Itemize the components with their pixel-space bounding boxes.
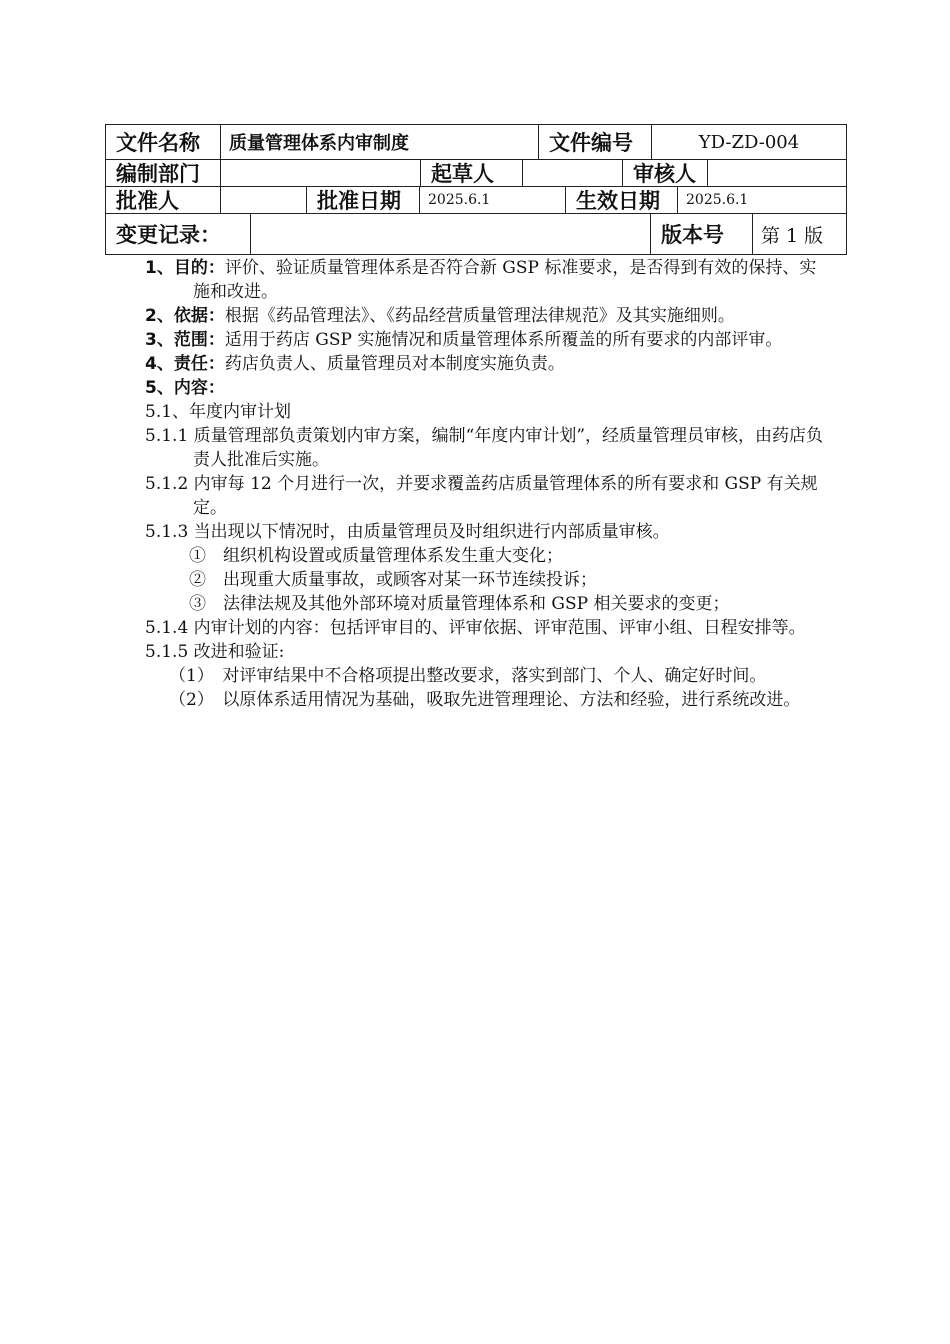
file-no-label: 文件编号 bbox=[539, 125, 652, 159]
list-item-paren-1: （1） 对评审结果中不合格项提出整改要求，落实到部门、个人、确定好时间。 bbox=[169, 666, 767, 686]
approve-date-label: 批准日期 bbox=[307, 187, 420, 213]
approve-date-value: 2025.6.1 bbox=[420, 187, 566, 213]
file-name-value: 质量管理体系内审制度 bbox=[221, 125, 539, 159]
approver-label: 批准人 bbox=[106, 187, 221, 213]
section-title: 4、责任： bbox=[145, 354, 225, 374]
document-header-table bbox=[105, 124, 847, 255]
section-text: 适用于药店 GSP 实施情况和质量管理体系所覆盖的所有要求的内部评审。 bbox=[224, 330, 783, 350]
section-title: 5、内容： bbox=[145, 378, 225, 398]
dept-value bbox=[221, 160, 421, 186]
change-record-label: 变更记录： bbox=[106, 214, 251, 254]
section-title: 3、范围： bbox=[145, 330, 225, 350]
reviewer-label: 审核人 bbox=[623, 160, 708, 186]
approver-value bbox=[221, 187, 307, 213]
paragraph-5-1: 5.1、年度内审计划 bbox=[145, 402, 292, 422]
list-item-circled-3: ③ 法律法规及其他外部环境对质量管理体系和 GSP 相关要求的变更； bbox=[189, 594, 730, 614]
version-value: 第 1 版 bbox=[761, 224, 824, 247]
section-text: 根据《药品管理法》、《药品经营质量管理法律规范》及其实施细则。 bbox=[224, 306, 735, 326]
list-item-paren-2: （2） 以原体系适用情况为基础，吸取先进管理理论、方法和经验，进行系统改进。 bbox=[169, 690, 801, 710]
document-body bbox=[145, 256, 825, 712]
section-basis bbox=[145, 304, 825, 328]
section-content bbox=[145, 376, 825, 400]
paragraph-5-1-1: 5.1.1 质量管理部负责策划内审方案，编制“年度内审计划”，经质量管理员审核，由药店负责人批准后实施。 bbox=[145, 426, 824, 470]
section-title: 1、目的： bbox=[145, 258, 225, 278]
paragraph-5-1-5: 5.1.5 改进和验证: bbox=[145, 642, 285, 662]
header-row-3 bbox=[106, 187, 846, 214]
section-text: 评价、验证质量管理体系是否符合新 GSP 标准要求，是否得到有效的保持、实施和改进。 bbox=[193, 258, 817, 302]
change-record-value bbox=[251, 214, 651, 254]
drafter-value bbox=[523, 160, 623, 186]
header-row-4 bbox=[106, 214, 846, 254]
dept-label: 编制部门 bbox=[106, 160, 221, 186]
section-purpose bbox=[145, 256, 825, 304]
paragraph-5-1-2: 5.1.2 内审每 12 个月进行一次，并要求覆盖药店质量管理体系的所有要求和 GSP 有关规定。 bbox=[145, 474, 818, 518]
header-row-2 bbox=[106, 160, 846, 187]
section-text: 药店负责人、质量管理员对本制度实施负责。 bbox=[224, 354, 565, 374]
paragraph-5-1-3: 5.1.3 当出现以下情况时，由质量管理员及时组织进行内部质量审核。 bbox=[145, 522, 670, 542]
reviewer-value bbox=[708, 160, 846, 186]
section-title: 2、依据： bbox=[145, 306, 225, 326]
section-scope bbox=[145, 328, 825, 352]
file-name-label: 文件名称 bbox=[106, 125, 221, 159]
list-item-circled-2: ② 出现重大质量事故，或顾客对某一环节连续投诉； bbox=[189, 570, 597, 590]
effective-date-label: 生效日期 bbox=[566, 187, 678, 213]
paragraph-5-1-4: 5.1.4 内审计划的内容：包括评审目的、评审依据、评审范围、评审小组、日程安排等。 bbox=[145, 618, 806, 638]
version-label: 版本号 bbox=[651, 214, 753, 254]
header-row-1 bbox=[106, 125, 846, 160]
effective-date-value: 2025.6.1 bbox=[686, 192, 749, 208]
drafter-label: 起草人 bbox=[421, 160, 523, 186]
list-item-circled-1: ① 组织机构设置或质量管理体系发生重大变化； bbox=[189, 546, 563, 566]
section-responsibility bbox=[145, 352, 825, 376]
file-no-value: YD-ZD-004 bbox=[698, 131, 800, 153]
